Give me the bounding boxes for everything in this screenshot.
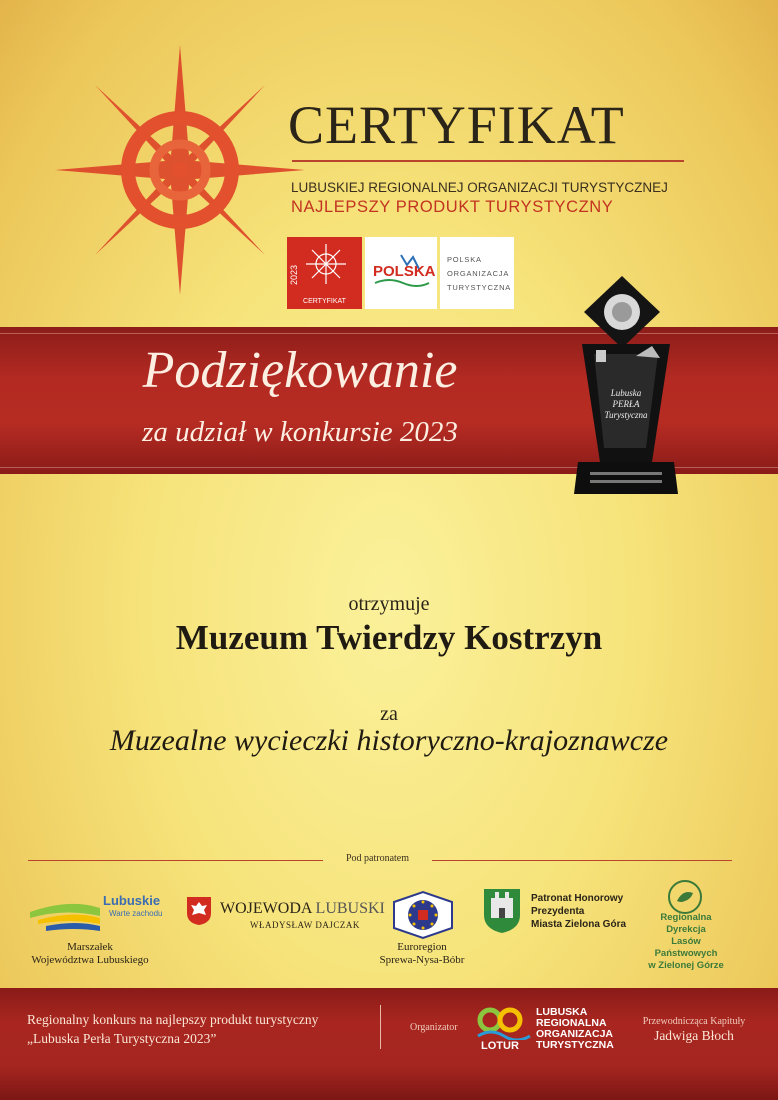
lasy-panstwowe-logo-icon	[667, 879, 703, 915]
certificate-year: 2023	[289, 264, 299, 285]
zg-line-3: Miasta Zielona Góra	[531, 919, 627, 930]
lubuskie-caption	[20, 941, 160, 967]
contest-line-2: „Lubuska Perła Turystyczna 2023”	[27, 1031, 217, 1046]
zg-line-2: Prezydenta	[531, 906, 585, 917]
trophy-image	[570, 272, 680, 502]
lotur-name	[536, 1007, 614, 1051]
lubuskie-name: Lubuskie	[103, 893, 161, 908]
certificate-badge-label: CERTYFIKAT	[303, 298, 346, 305]
lotur-word: LOTUR	[481, 1040, 519, 1052]
organizer-label: Organizator	[410, 1022, 458, 1033]
lubuskie-tagline: Warte zachodu	[109, 909, 163, 918]
certificate-title: CERTYFIKAT	[288, 95, 625, 155]
eagle-emblem-icon	[186, 896, 212, 926]
euroregion-caption	[352, 941, 492, 967]
trophy-line-1: Lubuska	[610, 388, 642, 398]
receives-label: otrzymuje	[348, 593, 430, 615]
wojewoda-name	[220, 900, 385, 918]
polska-logo	[365, 237, 437, 309]
organization-name: LUBUSKIEJ REGIONALNEJ ORGANIZACJI TURYSTYCZNEJ	[291, 180, 668, 195]
contest-line-1: Regionalny konkurs na najlepszy produkt turystyczny	[27, 1012, 319, 1027]
rdlp-caption	[640, 912, 732, 972]
chair-name: Jadwiga Błoch	[654, 1028, 734, 1043]
title-underline	[292, 160, 684, 162]
patronage-divider-left	[28, 860, 323, 861]
banner-title: Podziękowanie	[142, 342, 458, 399]
euroregion-caption-line-2: Sprewa-Nysa-Bóbr	[379, 954, 465, 966]
footer-divider	[380, 1005, 381, 1049]
patronage-label: Pod patronatem	[345, 853, 410, 864]
zg-line-1: Patronat Honorowy	[531, 893, 624, 904]
wojewoda-prefix: WOJEWODA	[220, 900, 312, 917]
compass-rose-icon	[55, 45, 305, 295]
recipient-name: Muzeum Twierdzy Kostrzyn	[175, 618, 603, 657]
rdlp-line-2: Lasów Państwowych	[654, 936, 718, 959]
zielona-gora-caption	[531, 892, 626, 931]
wojewoda-suffix: LUBUSKI	[315, 900, 385, 917]
lubuskie-caption-line-1: Marszałek	[67, 941, 113, 953]
rdlp-line-3: w Zielonej Górze	[648, 960, 724, 971]
certificate-badge	[287, 237, 362, 309]
product-name: Muzealne wycieczki historyczno-krajoznawcze	[109, 724, 669, 757]
pot-logo	[440, 237, 514, 309]
euroregion-logo-icon	[392, 890, 454, 940]
lotur-line-1: LUBUSKA	[536, 1006, 588, 1018]
product-category: NAJLEPSZY PRODUKT TURYSTYCZNY	[291, 198, 614, 216]
trophy-line-3: Turystyczna	[604, 410, 648, 420]
lotur-logo-icon	[476, 1006, 532, 1040]
banner-subtitle: za udział w konkursie 2023	[142, 416, 458, 448]
for-label: za	[380, 703, 398, 725]
compass-small-icon	[305, 243, 347, 285]
patronage-divider-right	[432, 860, 732, 861]
rdlp-line-1: Regionalna Dyrekcja	[660, 912, 712, 935]
zielona-gora-crest-icon	[483, 888, 521, 934]
pot-line-3: TURYSTYCZNA	[447, 283, 512, 292]
lubuskie-caption-line-2: Województwa Lubuskiego	[31, 954, 149, 966]
lotur-line-3: ORGANIZACJA	[536, 1028, 614, 1040]
lotur-line-4: TURYSTYCZNA	[536, 1039, 614, 1051]
chair-label: Przewodnicząca Kapituły	[642, 1016, 746, 1027]
polska-word: POLSKA	[373, 263, 436, 280]
pot-line-1: POLSKA	[447, 255, 482, 264]
wojewoda-person: WŁADYSŁAW DAJCZAK	[250, 920, 360, 930]
euroregion-caption-line-1: Euroregion	[397, 941, 447, 953]
lotur-line-2: REGIONALNA	[536, 1017, 607, 1029]
pot-line-2: ORGANIZACJA	[447, 269, 510, 278]
trophy-line-2: PERŁA	[612, 399, 640, 409]
